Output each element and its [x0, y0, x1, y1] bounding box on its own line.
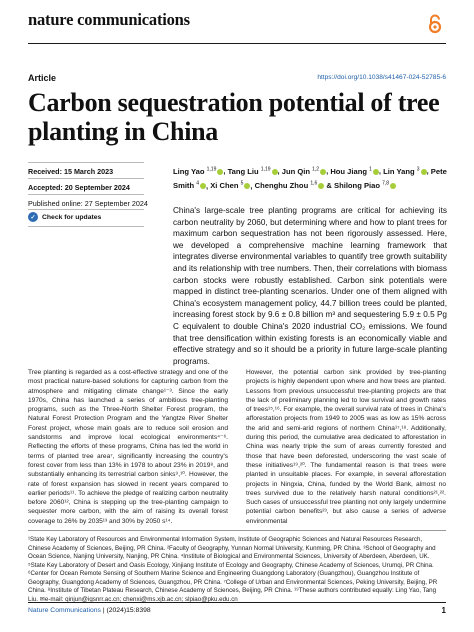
author[interactable] — [210, 181, 250, 190]
orcid-icon[interactable] — [318, 183, 324, 189]
author[interactable] — [326, 181, 396, 190]
author-affiliation: 5 — [240, 180, 244, 187]
author[interactable] — [383, 167, 426, 176]
author-name: Tang Liu — [227, 166, 261, 176]
orcid-icon[interactable] — [244, 183, 250, 189]
orcid-icon[interactable] — [320, 169, 326, 175]
author-name: Hou Jiang — [330, 166, 370, 176]
author-name: Pete Smith — [173, 166, 447, 191]
footer-journal[interactable]: Nature Communications — [28, 607, 101, 614]
author-list: Ling Yao $^{1,19}$ , Tang Liu $^{1,19}$ , Jun Qin $^{1,2}$ , Hou Jiang $^1$ , Lin Yang $^3$ , Pete Smith $^4$ , Xi Chen $^5$ , Chenghu Zhou $^{1,6}$ & Shilong Piao $^{7,8}$ — [173, 166, 447, 191]
header-rule — [28, 43, 446, 44]
author-affiliation: 1,19 — [206, 166, 217, 172]
accepted-date: Accepted: 20 September 2024 — [28, 183, 130, 192]
footer-rule — [28, 602, 446, 603]
author-name: Chenghu Zhou — [254, 181, 311, 191]
check-updates-icon: ✓ — [28, 212, 38, 222]
published-date: Published online: 27 September 2024 — [28, 199, 148, 208]
author-name: Jun Qin — [281, 166, 313, 176]
affiliations: ¹State Key Laboratory of Resources and Environmental Information System, Institute of Geographic Sciences and Natural Resources Research, Chinese Academy of Sciences, Beijing, PR China. ²Faculty of Geography, Yunnan Normal University, Kunming, PR China. ³School of Geography and Ocean Science, Nanjing University, Nanjing, PR China. ⁴Institute of Biological and Environmental Sciences, University of Aberdeen, Aberdeen, UK. ⁵State Key Laboratory of Desert and Oasis Ecology, Xinjiang Institute of Ecology and Geography, Chinese Academy of Sciences, Urumqi, PR China. ⁶Center for Ocean Remote Sensing of Southern Marine Science and Engineering Guangdong Laboratory (Guangzhou), Guangzhou Institute of Geography, Guangdong Academy of Sciences, Guangzhou, PR China. ⁷College of Urban and Environmental Sciences, Peking University, Beijing, PR China. ⁸Institute of Tibetan Plateau Research, Chinese Academy of Sciences, Beijing, PR China. ¹⁹These authors contributed equally: Ling Yao, Tang Liu. ✉e-mail: qinjun@igsnrr.ac.cn; chenxi@ms.xjb.ac.cn; slpiao@pku.edu.cn — [28, 536, 438, 603]
article-title: Carbon sequestration potential of tree planting in China — [28, 88, 440, 146]
orcid-icon[interactable] — [272, 169, 278, 175]
author-name: Ling Yao — [173, 166, 207, 176]
doi-link[interactable]: https://doi.org/10.1038/s41467-024-52785-6 — [317, 74, 446, 81]
author-affiliation: 4 — [196, 180, 199, 187]
check-updates-label: Check for updates — [42, 213, 102, 221]
footer-citation — [28, 607, 151, 614]
orcid-icon[interactable] — [390, 183, 396, 189]
orcid-icon[interactable] — [373, 169, 379, 175]
footer-volume: | (2024)15:8398 — [102, 607, 151, 614]
author[interactable] — [228, 167, 278, 176]
meta-divider — [28, 194, 144, 195]
author-affiliation: 7,8 — [382, 180, 390, 187]
abstract: China's large-scale tree planting programs are critical for achieving its carbon neutrality by 2060, but determining where and how to plant trees for maximum carbon sequestration has not been rigorously assessed. Here, we developed a comprehensive machine learning framework that integrates diverse environmental variables to quantify tree growth suitability and its relationship with tree numbers. Then, their correlations with biomass carbon stocks were robustly established. Carbon sink potentials were mapped in distinct tree-planting scenarios. Under one of them aligned with China's ecosystem management policy, 44.7 billion trees could be planted, increasing forest stock by 9.6 ± 0.8 billion m³ and sequestering 5.9 ± 0.5 Pg C equivalent to double China's 2020 industrial CO₂ emissions. We found that tree densification within existing forests is an economically viable and effective strategy and so it should be a priority in future large-scale planting programs. — [173, 206, 447, 366]
author-name: Lin Yang — [383, 166, 417, 176]
author-affiliation: 3 — [416, 166, 420, 172]
body-column-right: However, the potential carbon sink provided by tree-planting projects is highly dependent upon where and how trees are planted. Lessons from previous unsuccessful tree-planting projects are that the lack of preliminary planning led to low survival and growth rates of trees¹⁵,¹⁶. For example, the overall survival rate of trees in China's afforestation projects from 1949 to 2005 was as low as 15% across the arid and semi-arid regions of northern China¹⁷,¹⁸. Additionally, during this period, the cumulative area dedicated to afforestation in China was nearly triple the sum of areas currently forested and those that have been deforested, underscoring the vast scale of these initiatives¹⁹,²⁰. The fundamental reason is that trees were planted in unsuitable places. For example, in several afforestation projects in Ningxia, China, funded by the World Bank, almost no trees survived due to the relatively harsh natural conditions²¹,²². Such cases of unsuccessful tree planting not only largely undermine potential carbon benefits²³, but also cause a series of adverse environmental — [246, 369, 446, 525]
author[interactable] — [330, 167, 379, 176]
meta-divider — [28, 226, 144, 227]
received-date: Received: 15 March 2023 — [28, 167, 114, 176]
meta-divider — [28, 209, 144, 210]
orcid-icon[interactable] — [200, 183, 206, 189]
orcid-icon[interactable] — [421, 169, 427, 175]
author-name: & Shilong Piao — [326, 181, 383, 191]
author-affiliation: 1,19 — [260, 166, 271, 172]
author[interactable] — [173, 167, 223, 176]
meta-divider — [28, 178, 144, 179]
author-affiliation: 1,6 — [310, 180, 318, 187]
author-affiliation: 1 — [369, 166, 372, 172]
page-number: 1 — [441, 606, 446, 615]
author[interactable] — [255, 181, 325, 190]
meta-divider — [28, 162, 144, 163]
body-column-left: Tree planting is regarded as a cost-effective strategy and one of the most practical nature-based solutions for capturing carbon from the atmosphere and mitigating climate change¹⁻³. Since the early 1970s, China has launched a series of ambitious tree-planting programs, such as the Three-North Shelter Forest program, the Natural Forest Protection Program and the Yangtze River Shelter Forest project, whose main goals are to reduce soil erosion and sandstorms and improve local ecological environments⁴⁻⁶. Reflecting the efforts of these programs, China has led the world in terms of planted tree area⁷, significantly increasing the country's forest cover from less than 13% in 1978 to about 23% in 2019⁸, and substantially enhancing its terrestrial carbon sinks⁹,¹⁰. However, the rate of forest expansion has slowed in recent years compared to earlier periods¹¹. To achieve the pledge of realizing carbon neutrality before 2060¹², China is stepping up the tree-planting campaign to sequester more carbon, with the aim of raising its overall forest coverage to 26% by 2035¹³ and 30% by 2050 s¹⁴. — [28, 369, 228, 525]
author[interactable] — [282, 167, 326, 176]
article-type: Article — [28, 73, 57, 83]
author-name: Xi Chen — [210, 181, 241, 191]
open-access-icon — [428, 14, 442, 34]
check-updates-button[interactable] — [28, 212, 101, 222]
footnote-rule — [28, 530, 446, 531]
journal-name[interactable]: nature communications — [28, 10, 190, 29]
orcid-icon[interactable] — [217, 169, 223, 175]
author-affiliation: 1,2 — [312, 166, 320, 172]
